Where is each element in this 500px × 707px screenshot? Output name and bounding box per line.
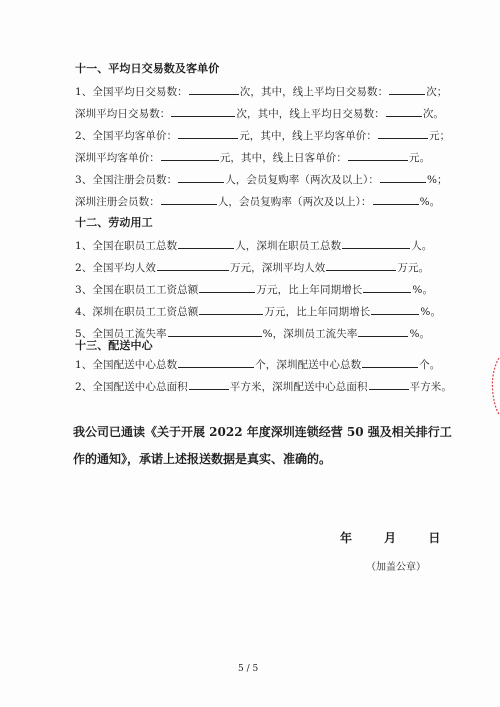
blank-field[interactable]	[178, 238, 234, 249]
field-label: 元，其中，线上平均客单价：	[239, 130, 377, 142]
form-line	[75, 84, 447, 99]
blank-field[interactable]	[178, 172, 224, 183]
field-label: 平方米，深圳配送中心总面积	[229, 381, 368, 393]
field-unit: %。	[420, 306, 442, 318]
statement-line-2: 作的通知》，承诺上述报送数据是真实、准确的。	[73, 452, 332, 466]
field-label: 人，会员复购率（两次及以上）：	[225, 174, 379, 186]
field-unit: 万元。	[397, 262, 430, 274]
field-label: 2、全国平均人效	[75, 262, 156, 274]
page-number: 5 / 5	[238, 664, 259, 674]
blank-field[interactable]	[389, 84, 425, 95]
field-unit: 平方米。	[409, 381, 452, 393]
blank-field[interactable]	[358, 326, 408, 337]
field-label: 深圳平均客单价：	[75, 152, 160, 164]
blank-field[interactable]	[157, 260, 229, 271]
section-11-heading: 十一、平均日交易数及客单价	[75, 62, 220, 75]
field-label: 1、全国在职员工总数	[75, 240, 178, 252]
blank-field[interactable]	[348, 150, 408, 161]
field-unit: 元。	[409, 152, 431, 164]
field-label: 个，深圳配送中心总数	[255, 359, 362, 371]
seal-edge-mark	[488, 356, 500, 416]
field-unit: 个。	[419, 359, 441, 371]
section-12-heading: 十二、劳动用工	[75, 216, 153, 229]
blank-field[interactable]	[189, 84, 239, 95]
field-label: 5、全国员工流失率	[75, 328, 167, 340]
form-line	[75, 260, 429, 275]
blank-field[interactable]	[199, 282, 255, 293]
blank-field[interactable]	[373, 194, 419, 205]
blank-field[interactable]	[378, 128, 428, 139]
seal-note: （加盖公章）	[366, 562, 426, 573]
field-unit: %；	[426, 174, 448, 186]
field-label: 人，深圳在职员工总数	[235, 240, 342, 252]
field-label: 3、全国注册会员数：	[75, 174, 178, 186]
field-label: 4、深圳在职员工工资总额	[75, 306, 199, 318]
field-label: 深圳注册会员数：	[75, 196, 160, 208]
blank-field[interactable]	[363, 282, 411, 293]
field-label: 万元，深圳平均人效	[229, 262, 326, 274]
field-label: 1、全国配送中心总数	[75, 359, 178, 371]
form-line	[75, 357, 440, 372]
blank-field[interactable]	[199, 304, 263, 315]
blank-field[interactable]	[342, 238, 410, 249]
field-label: 1、全国平均日交易数：	[75, 86, 188, 98]
field-unit: %。	[412, 284, 434, 296]
blank-field[interactable]	[362, 357, 418, 368]
blank-field[interactable]	[161, 150, 219, 161]
field-label: 3、全国在职员工工资总额	[75, 284, 199, 296]
form-line	[75, 238, 432, 253]
form-line	[75, 194, 440, 209]
field-label: 人，会员复购率（两次及以上）：	[217, 196, 372, 208]
form-line	[75, 304, 441, 319]
field-unit: 元；	[429, 130, 451, 142]
field-label: 万元，比上年同期增长	[264, 306, 371, 318]
blank-field[interactable]	[178, 357, 254, 368]
field-label: 2、全国平均客单价：	[75, 130, 178, 142]
form-line	[75, 282, 433, 297]
blank-field[interactable]	[189, 379, 229, 390]
form-line	[75, 128, 450, 143]
field-label: 深圳平均日交易数：	[75, 108, 171, 120]
field-label: 次，其中，线上平均日交易数：	[236, 108, 385, 120]
field-label: 2、全国配送中心总面积	[75, 381, 188, 393]
blank-field[interactable]	[326, 260, 396, 271]
form-line	[75, 150, 430, 165]
blank-field[interactable]	[178, 128, 238, 139]
field-unit: 次。	[422, 108, 445, 120]
blank-field[interactable]	[371, 304, 419, 315]
field-label: 元，其中，线上日客单价：	[219, 152, 348, 164]
form-line	[75, 106, 444, 121]
blank-field[interactable]	[380, 172, 426, 183]
field-label: 次，其中，线上平均日交易数：	[239, 86, 389, 98]
form-line	[75, 379, 452, 394]
field-label: 万元，比上年同期增长	[256, 284, 363, 296]
date-line: 年 月 日	[340, 531, 455, 545]
field-unit: 人。	[411, 240, 433, 252]
field-unit: 次；	[426, 86, 448, 98]
field-unit: %。	[409, 328, 431, 340]
blank-field[interactable]	[171, 106, 235, 117]
field-unit: %。	[419, 196, 441, 208]
field-label: %，深圳员工流失率	[262, 328, 358, 340]
section-13-heading: 十三、配送中心	[75, 339, 153, 352]
statement-line-1: 我公司已通读《关于开展 2022 年度深圳连锁经营 50 强及相关排行工	[73, 425, 452, 439]
form-line	[75, 172, 448, 187]
blank-field[interactable]	[161, 194, 217, 205]
blank-field[interactable]	[369, 379, 409, 390]
blank-field[interactable]	[168, 326, 262, 337]
blank-field[interactable]	[386, 106, 422, 117]
